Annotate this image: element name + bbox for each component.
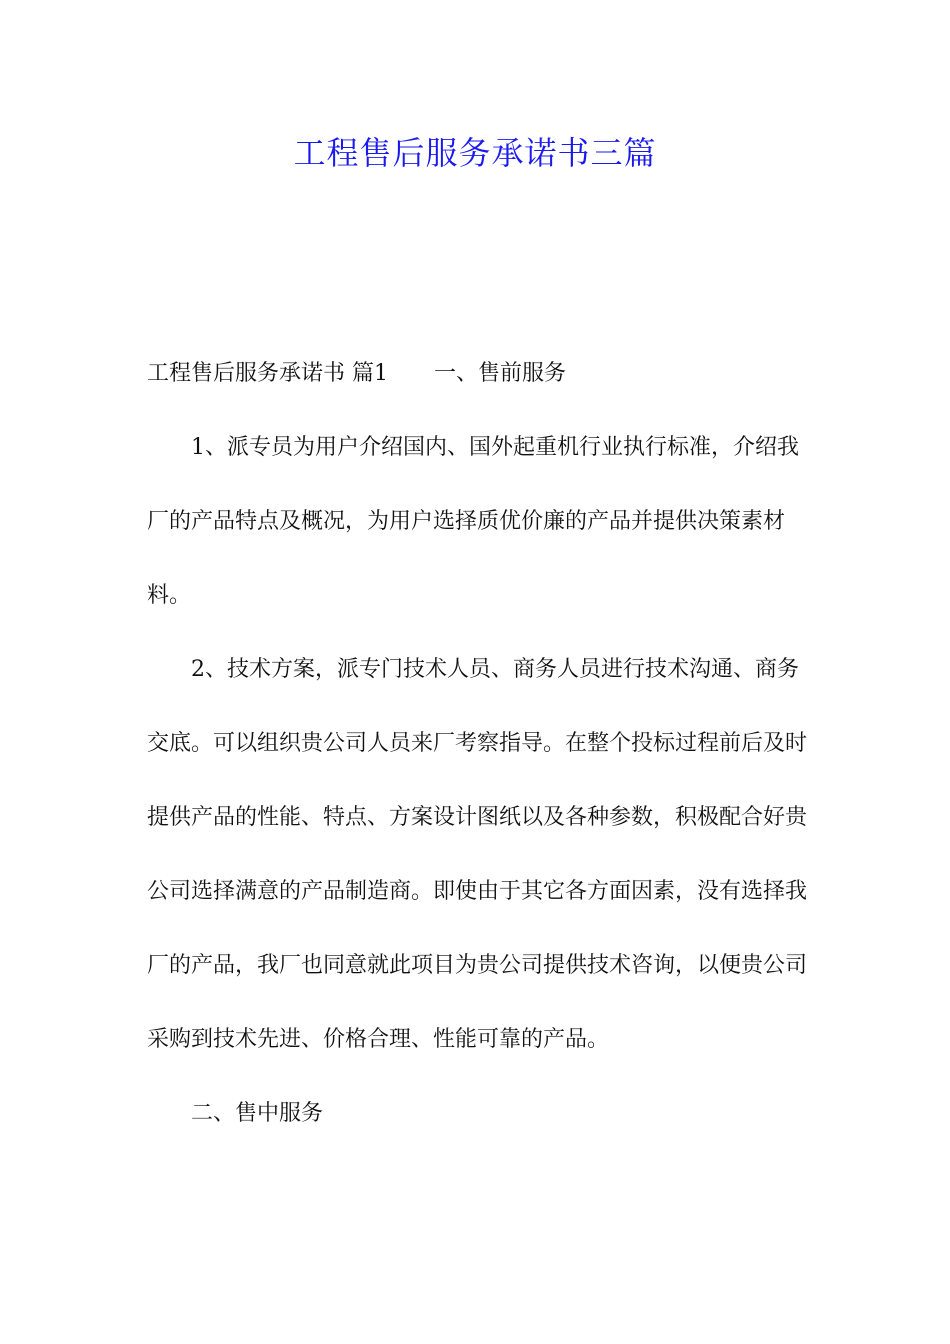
in-sale-heading: 二、售中服务 (191, 1101, 324, 1126)
pre-sale-heading: 一、售前服务 (434, 361, 567, 386)
paragraph-2: 2、技术方案，派专门技术人员、商务人员进行技术沟通、商务交底。可以组织贵公司人员来厂考察指导。在整个投标过程前后及时提供产品的性能、特点、方案设计图纸以及各种参数，积极配合好贵公司选择满意的产品制造商。即使由于其它各方面因素，没有选择我厂的产品，我厂也同意就此项目为贵公司提供技术咨询，以便贵公司采购到技术先进、价格合理、性能可靠的产品。 (147, 657, 808, 1052)
section-heading: 工程售后服务承诺书 篇1 (147, 361, 388, 386)
paragraph-1: 1、派专员为用户介绍国内、国外起重机行业执行标准，介绍我厂的产品特点及概况，为用户选择质优价廉的产品并提供决策素材料。 (147, 435, 799, 608)
document-body (147, 337, 807, 1151)
section-heading-line (147, 337, 807, 411)
document-title: 工程售后服务承诺书三篇 (293, 134, 657, 172)
